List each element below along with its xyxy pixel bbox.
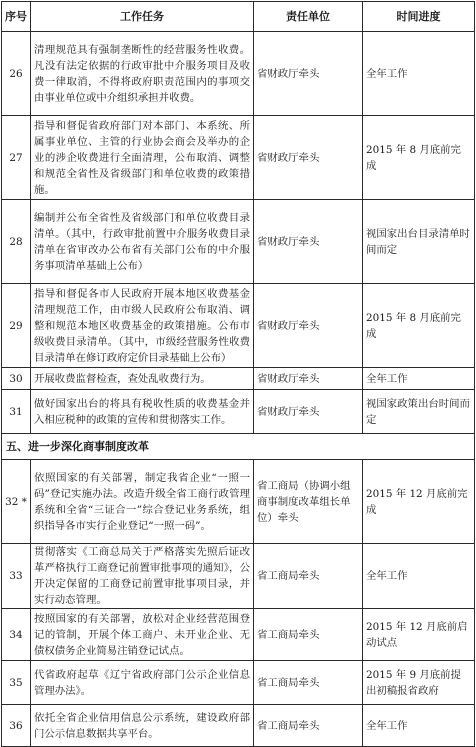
table-row bbox=[2, 200, 475, 284]
row-index: 32 * bbox=[2, 460, 31, 544]
row-schedule: 2015 年 8 月底前完成 bbox=[363, 116, 475, 200]
row-schedule: 2015 年 12 月底前完成 bbox=[363, 460, 475, 544]
row-schedule: 视国家出台目录清单时间而定 bbox=[363, 200, 475, 284]
row-index: 36 bbox=[2, 705, 31, 747]
row-schedule: 视国家政策出台时间而定 bbox=[363, 390, 475, 434]
row-index: 29 bbox=[2, 284, 31, 368]
table-row bbox=[2, 284, 475, 368]
table-row bbox=[2, 661, 475, 705]
row-unit: 省工商局牵头 bbox=[254, 661, 363, 705]
row-unit: 省财政厅牵头 bbox=[254, 368, 363, 390]
row-unit: 省工商局（协调小组商事制度改革组长单位）牵头 bbox=[254, 460, 363, 544]
row-task: 清理规范具有强制垄断性的经营服务性收费。凡没有法定依据的行政审批中介服务项目及收费一律取消，不得将政府职责范围内的事项交由事业单位或中介组织承担并收费。 bbox=[31, 32, 254, 116]
row-schedule: 全年工作 bbox=[363, 705, 475, 747]
row-schedule: 2015 年 9 月底前提出初稿报省政府 bbox=[363, 661, 475, 705]
table-row bbox=[2, 705, 475, 747]
row-task: 依托全省企业信用信息公示系统，建设政府部门公示信息数据共享平台。 bbox=[31, 705, 254, 747]
header-index: 序号 bbox=[2, 2, 31, 32]
header-task: 工作任务 bbox=[31, 2, 254, 32]
row-unit: 省工商局牵头 bbox=[254, 705, 363, 747]
task-table bbox=[1, 1, 475, 747]
row-task: 依照国家的有关部署，制定我省企业“一照一码”登记实施办法。改造升级全省工商行政管理系统和全省“三证合一”综合登记业务系统，组织指导各市实行企业登记“一照一码”。 bbox=[31, 460, 254, 544]
table-row bbox=[2, 116, 475, 200]
row-index: 27 bbox=[2, 116, 31, 200]
row-task: 编制并公布全省性及省级部门和单位收费目录清单。（其中，行政审批前置中介服务收费目录清单在省审改办公布省有关部门公布的中介服务事项清单基础上公布） bbox=[31, 200, 254, 284]
table-row bbox=[2, 368, 475, 390]
row-schedule: 全年工作 bbox=[363, 32, 475, 116]
row-task: 做好国家出台的将具有税收性质的收费基金并入相应税种的政策的宣传和贯彻落实工作。 bbox=[31, 390, 254, 434]
header-row bbox=[2, 2, 475, 32]
row-unit: 省工商局牵头 bbox=[254, 544, 363, 609]
row-index: 28 bbox=[2, 200, 31, 284]
table-row bbox=[2, 609, 475, 661]
row-task: 代省政府起草《辽宁省政府部门公示企业信息管理办法》。 bbox=[31, 661, 254, 705]
row-unit: 省财政厅牵头 bbox=[254, 284, 363, 368]
row-index: 31 bbox=[2, 390, 31, 434]
row-index: 33 bbox=[2, 544, 31, 609]
row-unit: 省工商局牵头 bbox=[254, 609, 363, 661]
section-heading: 五、进一步深化商事制度改革 bbox=[2, 434, 475, 460]
row-task: 指导和督促各市人民政府开展本地区收费基金清理规范工作，由市级人民政府公布取消、调整和规范本地区收费基金的政策措施。公布市级收费目录清单。（其中，市级经营服务性收费目录清单在修订政府定价目录基础上公布） bbox=[31, 284, 254, 368]
header-schedule: 时间进度 bbox=[363, 2, 475, 32]
row-task: 按照国家的有关部署，放松对企业经营范围登记的管制，开展个体工商户、未开业企业、无债权债务企业简易注销登记试点。 bbox=[31, 609, 254, 661]
row-task: 开展收费监督检查，查处乱收费行为。 bbox=[31, 368, 254, 390]
row-index: 26 bbox=[2, 32, 31, 116]
row-task: 贯彻落实《工商总局关于严格落实先照后证改革严格执行工商登记前置审批事项的通知》，公开决定保留的工商登记前置审批事项目录，并实行动态管理。 bbox=[31, 544, 254, 609]
row-unit: 省财政厅牵头 bbox=[254, 116, 363, 200]
row-schedule: 全年工作 bbox=[363, 544, 475, 609]
row-unit: 省财政厅牵头 bbox=[254, 32, 363, 116]
section-row bbox=[2, 434, 475, 460]
row-index: 35 bbox=[2, 661, 31, 705]
row-unit: 省财政厅牵头 bbox=[254, 390, 363, 434]
table-row bbox=[2, 544, 475, 609]
row-unit: 省财政厅牵头 bbox=[254, 200, 363, 284]
row-schedule: 2015 年 12 月底前启动试点 bbox=[363, 609, 475, 661]
table-row bbox=[2, 460, 475, 544]
row-task: 指导和督促省政府部门对本部门、本系统、所属事业单位、主管的行业协会商会及举办的企业的涉企收费进行全面清理，公布取消、调整和规范全省性及省级部门和单位收费的政策措施。 bbox=[31, 116, 254, 200]
row-index: 30 bbox=[2, 368, 31, 390]
row-schedule: 2015 年 8 月底前完成 bbox=[363, 284, 475, 368]
row-schedule: 全年工作 bbox=[363, 368, 475, 390]
header-unit: 责任单位 bbox=[254, 2, 363, 32]
row-index: 34 bbox=[2, 609, 31, 661]
table-row bbox=[2, 390, 475, 434]
table-row bbox=[2, 32, 475, 116]
